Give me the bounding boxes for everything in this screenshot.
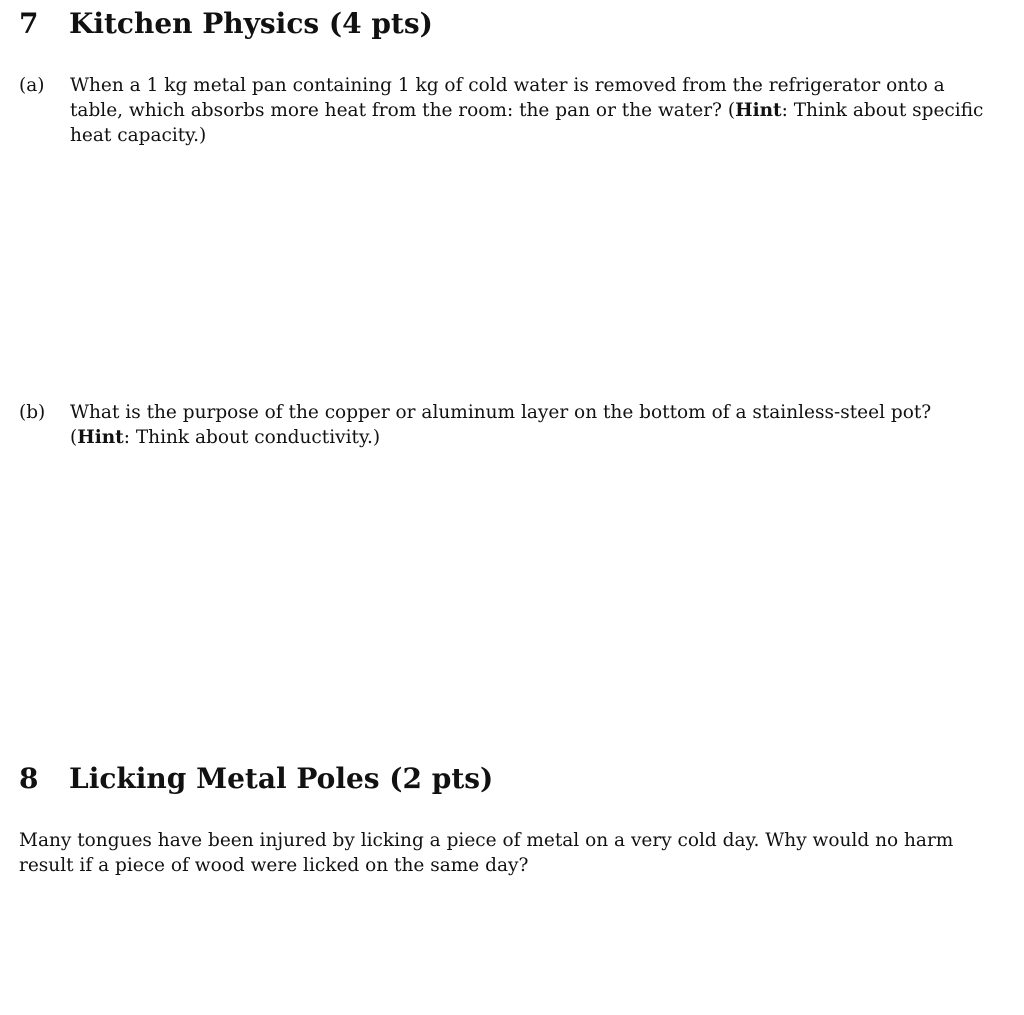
problem-7b-text [70, 400, 994, 450]
section-8-title: Licking Metal Poles (2 pts) [69, 762, 494, 795]
section-8-body: Many tongues have been injured by licking a piece of metal on a very cold day. Why would no harm result if a piece of wood were licked on the same day? [19, 830, 954, 876]
problem-7a-label: (a) [19, 75, 45, 96]
section-7-heading [19, 7, 433, 41]
problem-7b-hint-word: Hint [77, 427, 124, 448]
problem-7a-hint-word: Hint [735, 100, 782, 121]
problem-7a [19, 73, 994, 148]
problem-7a-question: When a 1 kg metal pan containing 1 kg of cold water is removed from the refrigerator onto a table, which absorbs more heat from the room: the pan or the water? ( [70, 75, 945, 121]
problem-7b [19, 400, 994, 450]
section-8-heading [19, 762, 493, 796]
problem-7a-hint-text: : Think about specific heat capacity.) [70, 100, 984, 146]
problem-7b-question: What is the purpose of the copper or aluminum layer on the bottom of a stainless-steel pot? ( [70, 402, 932, 448]
problem-7a-text [70, 73, 994, 148]
problem-7b-label: (b) [19, 402, 46, 423]
section-8-number: 8 [19, 762, 39, 795]
section-7-title: Kitchen Physics (4 pts) [69, 7, 433, 40]
problem-7b-hint-text: : Think about conductivity.) [123, 427, 381, 448]
section-7-number: 7 [19, 7, 39, 40]
